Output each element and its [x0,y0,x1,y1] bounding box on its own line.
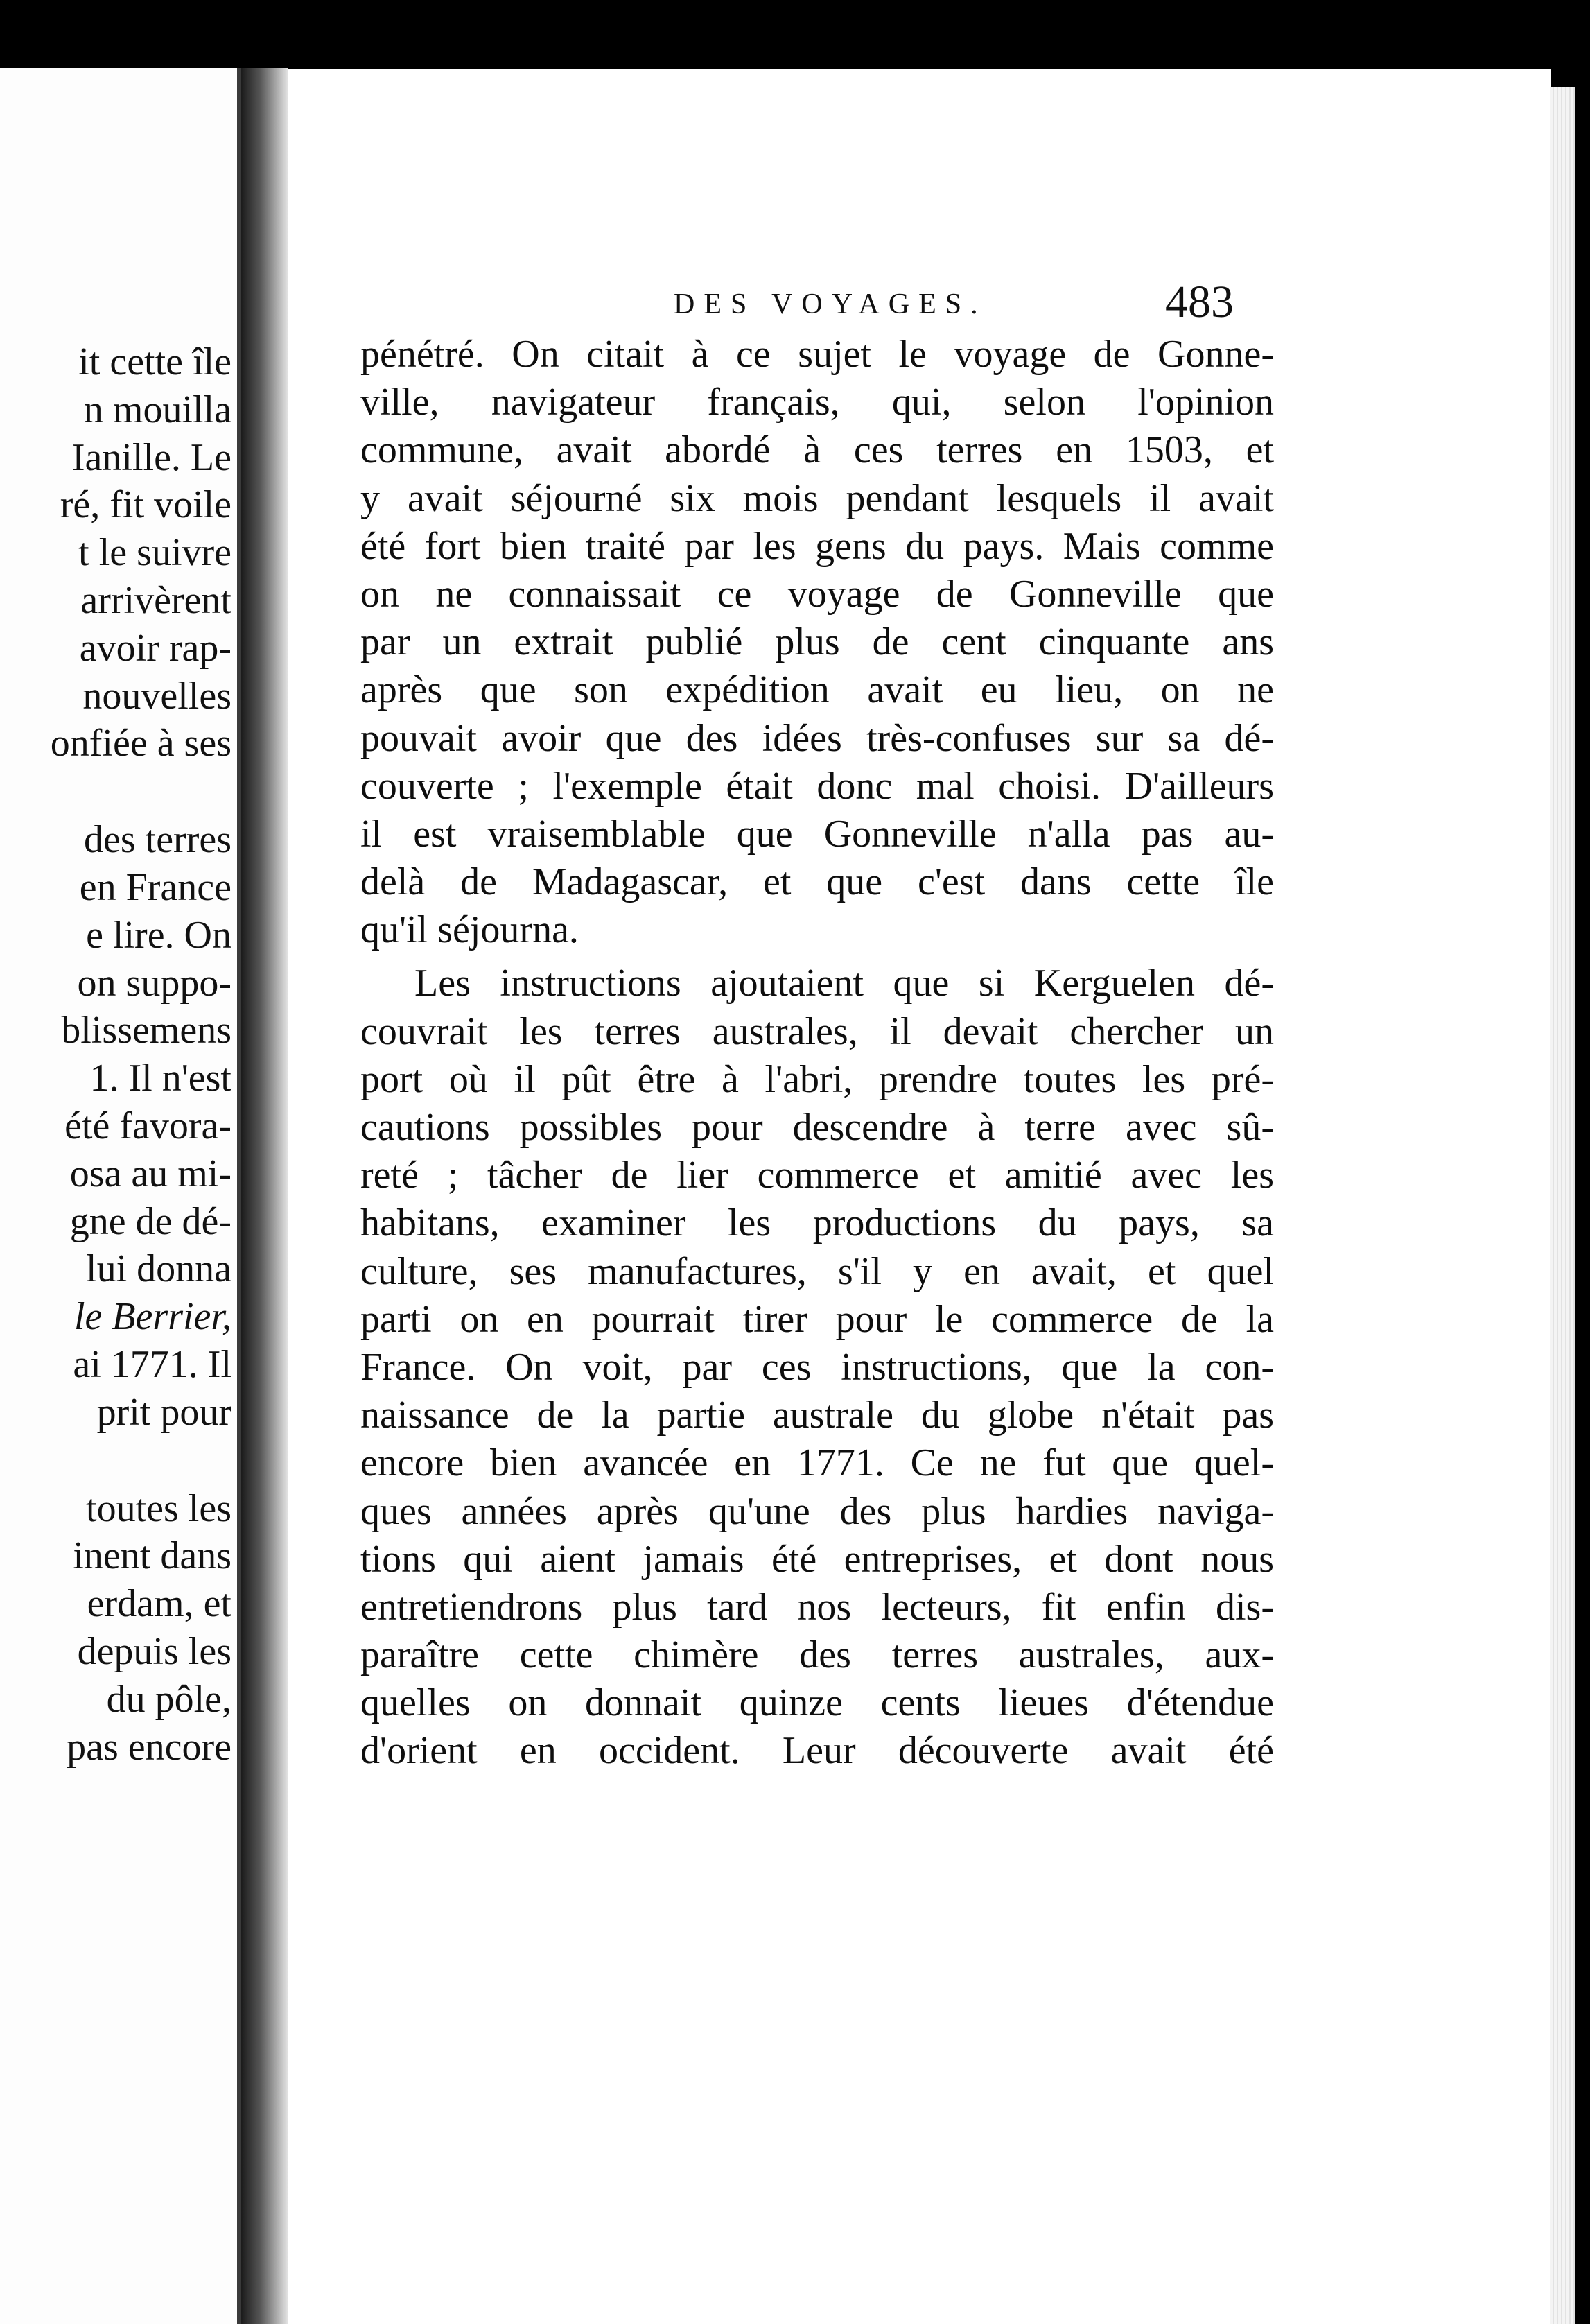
text-line: reté ; tâcher de lier commerce et amitié avec les [360,1154,1274,1197]
left-line: en France [79,865,231,909]
text-line: il est vraisemblable que Gonneville n'alla pas au- [360,812,1274,856]
left-line: des terres [83,818,231,862]
text-line: port où il pût être à l'abri, prendre toutes les pré- [360,1057,1274,1101]
left-line: lui donna [86,1247,231,1291]
text-line: habitans, examiner les productions du pays, sa [360,1202,1274,1245]
left-line-gap [0,1437,231,1485]
left-page-text [0,338,231,1771]
left-line: inent dans [73,1534,231,1578]
text-line: qu'il séjourna. [360,908,579,952]
left-line: n mouilla [83,388,231,431]
text-line: ville, navigateur français, qui, selon l'opinion [360,381,1274,424]
left-line: t le suivre [78,531,231,575]
text-line: couvrait les terres australes, il devait chercher un [360,1009,1274,1053]
text-line: commune, avait abordé à ces terres en 1503, et [360,428,1274,472]
left-line: le Berrier, [73,1295,231,1339]
left-line: ré, fit voile [60,483,231,527]
left-line: pas encore [67,1725,231,1769]
text-line: France. On voit, par ces instructions, que la con- [360,1345,1274,1389]
left-line: blissemens [61,1009,231,1052]
text-line: delà de Madagascar, et que c'est dans cette île [360,860,1274,904]
left-line: 1. Il n'est [89,1057,231,1100]
text-line: encore bien avancée en 1771. Ce ne fut que quel- [360,1441,1274,1485]
text-line: pénétré. On citait à ce sujet le voyage de Gonne- [360,333,1274,376]
left-line: nouvelles [82,674,231,718]
book-gutter [241,68,288,2324]
page-edges [1550,87,1575,2324]
left-line: Ianille. Le [71,435,231,479]
page-number: 483 [1165,277,1234,327]
paragraph-2 [360,960,1274,1775]
left-line: du pôle, [106,1677,231,1721]
left-line: e lire. On [86,913,231,957]
text-line: par un extrait publié plus de cent cinquante ans [360,621,1274,664]
text-line: d'orient en occident. Leur découverte avait été [360,1729,1274,1773]
left-line: avoir rap- [79,626,231,670]
text-line: après que son expédition avait eu lieu, on ne [360,668,1274,712]
text-line: ques années après qu'une des plus hardies naviga- [360,1489,1274,1533]
left-line: osa au mi- [69,1152,231,1195]
text-line: paraître cette chimère des terres australes, aux- [360,1633,1274,1677]
left-line: it cette île [78,340,231,383]
left-line: arrivèrent [80,578,231,622]
left-line: toutes les [86,1486,231,1530]
text-line: cautions possibles pour descendre à terre avec sû- [360,1106,1274,1149]
left-line: on suppo- [77,961,231,1005]
left-line: été favora- [64,1104,231,1147]
running-head: DES VOYAGES. [674,288,987,320]
text-line: culture, ses manufactures, s'il y en avait, et quel [360,1249,1274,1293]
left-line: prit pour [96,1390,231,1434]
paragraph-gap [360,954,1274,960]
text-line: naissance de la partie australe du globe n'était pas [360,1394,1274,1437]
body-text [360,331,1274,1776]
text-line: entretiendrons plus tard nos lecteurs, fit enfin dis- [360,1585,1274,1629]
left-line: ai 1771. Il [73,1342,231,1386]
left-line-gap [0,768,231,816]
left-line: depuis les [77,1629,231,1673]
text-line: pouvait avoir que des idées très-confuses sur sa dé- [360,716,1274,760]
text-line: Les instructions ajoutaient que si Kerguelen dé- [414,962,1274,1005]
text-line: été fort bien traité par les gens du pays. Mais comme [360,524,1274,568]
text-line: quelles on donnait quinze cents lieues d'étendue [360,1681,1274,1725]
paragraph-1 [360,331,1274,954]
text-line: parti on en pourrait tirer pour le commerce de la [360,1297,1274,1341]
text-line: tions qui aient jamais été entreprises, et dont nous [360,1537,1274,1581]
text-line: couverte ; l'exemple était donc mal choisi. D'ailleurs [360,764,1274,808]
left-line: erdam, et [87,1582,231,1626]
text-line: on ne connaissait ce voyage de Gonneville que [360,572,1274,616]
text-line: y avait séjourné six mois pendant lesquels il avait [360,476,1274,520]
left-line: gne de dé- [69,1199,231,1243]
left-line: onfiée à ses [50,722,231,765]
left-page [0,68,241,2324]
